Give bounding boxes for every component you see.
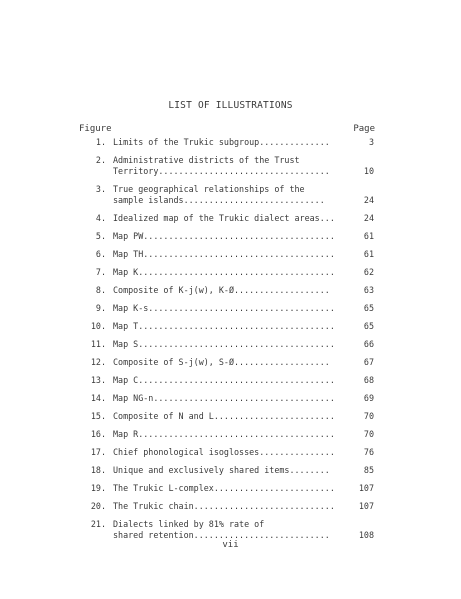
figure-caption: Map C.......................................: [113, 375, 335, 385]
page-reference: 10: [363, 166, 374, 176]
page-reference: 85: [363, 465, 374, 475]
list-item: [0, 393, 461, 404]
figure-caption: The Trukic L-complex........................: [113, 483, 335, 493]
page-reference: 61: [363, 231, 374, 241]
figure-number: 3.: [95, 184, 106, 194]
figure-number: 17.: [90, 447, 106, 457]
page-number: vii: [222, 540, 239, 550]
page-reference: 69: [363, 393, 374, 403]
figure-number: 6.: [95, 249, 106, 259]
figure-number: 10.: [90, 321, 106, 331]
page-reference: 68: [363, 375, 374, 385]
figure-caption: Administrative districts of the Trust: [113, 155, 300, 165]
list-item: [0, 429, 461, 440]
page-column-header: Page: [353, 124, 375, 134]
list-item: [0, 155, 461, 177]
page-reference: 65: [363, 321, 374, 331]
page-reference: 61: [363, 249, 374, 259]
list-item: [0, 375, 461, 386]
figure-number: 4.: [95, 213, 106, 223]
list-item: [0, 321, 461, 332]
figure-caption: sample islands............................: [113, 195, 325, 205]
page-title: LIST OF ILLUSTRATIONS: [168, 100, 293, 111]
figure-caption: Dialects linked by 81% rate of: [113, 519, 265, 529]
figure-number: 1.: [95, 137, 106, 147]
list-item: [0, 303, 461, 314]
figure-caption: True geographical relationships of the: [113, 184, 305, 194]
figure-number: 11.: [90, 339, 106, 349]
page-reference: 76: [363, 447, 374, 457]
figure-number: 5.: [95, 231, 106, 241]
figure-caption: Composite of S-j(w), S-Ø...................: [113, 357, 330, 367]
figure-caption: Composite of K-j(w), K-Ø...................: [113, 285, 330, 295]
page-reference: 70: [363, 429, 374, 439]
figure-caption: Limits of the Trukic subgroup..............: [113, 137, 330, 147]
figure-caption: Map T.......................................: [113, 321, 335, 331]
page-reference: 107: [358, 483, 374, 493]
page-reference: 24: [363, 213, 374, 223]
page-reference: 65: [363, 303, 374, 313]
figure-caption: The Trukic chain............................: [113, 501, 335, 511]
figure-caption: Chief phonological isoglosses...............: [113, 447, 335, 457]
page-reference: 66: [363, 339, 374, 349]
list-item: [0, 483, 461, 494]
figure-caption: Map K-s.....................................: [113, 303, 335, 313]
figure-number: 14.: [90, 393, 106, 403]
list-item: [0, 184, 461, 206]
list-item: [0, 213, 461, 224]
list-item: [0, 285, 461, 296]
figure-number: 15.: [90, 411, 106, 421]
figure-caption: Map S.......................................: [113, 339, 335, 349]
figure-caption: Unique and exclusively shared items........: [113, 465, 330, 475]
figure-caption: Map TH......................................: [113, 249, 335, 259]
figure-caption: Idealized map of the Trukic dialect areas...: [113, 213, 335, 223]
list-item: [0, 267, 461, 278]
page-reference: 63: [363, 285, 374, 295]
list-item: [0, 501, 461, 512]
figure-column-header: Figure: [79, 124, 112, 134]
figure-caption: Territory..................................: [113, 166, 330, 176]
page-reference: 62: [363, 267, 374, 277]
page-reference: 70: [363, 411, 374, 421]
figure-caption: Map NG-n....................................: [113, 393, 335, 403]
list-item: [0, 411, 461, 422]
figure-caption: Map PW......................................: [113, 231, 335, 241]
figure-number: 13.: [90, 375, 106, 385]
figure-number: 20.: [90, 501, 106, 511]
figure-caption: Composite of N and L........................: [113, 411, 335, 421]
page-reference: 107: [358, 501, 374, 511]
figure-caption: Map K.......................................: [113, 267, 335, 277]
figure-number: 21.: [90, 519, 106, 529]
list-item: [0, 137, 461, 148]
list-item: [0, 249, 461, 260]
figure-number: 2.: [95, 155, 106, 165]
figure-caption: Map R.......................................: [113, 429, 335, 439]
figure-number: 18.: [90, 465, 106, 475]
page-reference: 108: [358, 530, 374, 540]
figure-number: 19.: [90, 483, 106, 493]
list-item: [0, 465, 461, 476]
page-reference: 67: [363, 357, 374, 367]
list-item: [0, 357, 461, 368]
list-item: [0, 519, 461, 541]
figure-number: 12.: [90, 357, 106, 367]
figure-number: 16.: [90, 429, 106, 439]
figure-number: 8.: [95, 285, 106, 295]
figure-number: 9.: [95, 303, 106, 313]
list-item: [0, 231, 461, 242]
figure-caption: shared retention...........................: [113, 530, 330, 540]
list-item: [0, 339, 461, 350]
page-reference: 3: [368, 137, 374, 147]
figure-number: 7.: [95, 267, 106, 277]
page-reference: 24: [363, 195, 374, 205]
list-item: [0, 447, 461, 458]
